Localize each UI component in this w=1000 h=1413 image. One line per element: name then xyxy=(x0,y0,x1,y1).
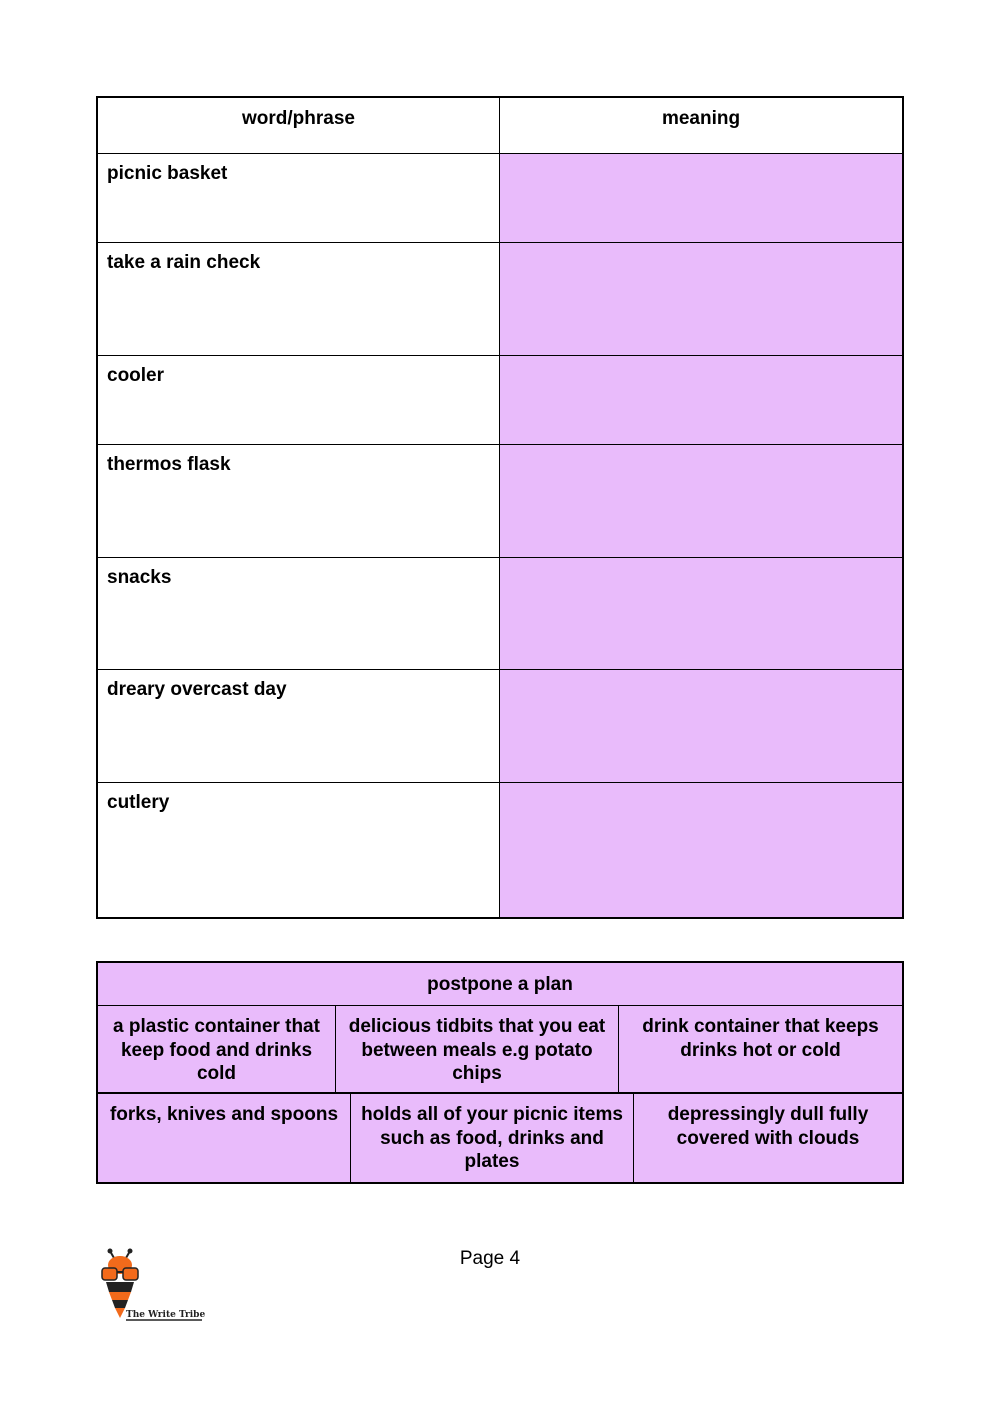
word-cell: picnic basket xyxy=(98,154,500,243)
meaning-drop-zone[interactable] xyxy=(500,356,902,445)
vocabulary-table xyxy=(96,96,904,919)
meaning-drop-zone[interactable] xyxy=(500,243,902,356)
word-cell: cutlery xyxy=(98,783,500,917)
answer-bank xyxy=(96,961,904,1184)
answer-option[interactable]: a plastic container that keep food and drinks cold xyxy=(98,1006,336,1092)
answer-option[interactable]: drink container that keeps drinks hot or cold xyxy=(642,1016,879,1061)
word-cell: dreary overcast day xyxy=(98,670,500,783)
answer-option[interactable]: holds all of your picnic items such as food, drinks and plates xyxy=(351,1094,634,1182)
word-cell: take a rain check xyxy=(98,243,500,356)
header-meaning: meaning xyxy=(500,98,902,154)
answer-option[interactable]: forks, knives and spoons xyxy=(98,1094,351,1182)
meaning-drop-zone[interactable] xyxy=(500,783,902,917)
bee-icon xyxy=(96,1248,208,1326)
answer-row xyxy=(98,1006,902,1094)
answer-option[interactable]: postpone a plan xyxy=(98,963,902,1006)
word-cell: snacks xyxy=(98,558,500,670)
meaning-drop-zone[interactable] xyxy=(500,445,902,558)
logo-wordmark: The Write Tribe xyxy=(126,1310,206,1320)
word-cell: cooler xyxy=(98,356,500,445)
meaning-drop-zone[interactable] xyxy=(500,558,902,670)
header-word-phrase: word/phrase xyxy=(98,98,500,154)
word-cell: thermos flask xyxy=(98,445,500,558)
meaning-drop-zone[interactable] xyxy=(500,670,902,783)
answer-option[interactable]: delicious tidbits that you eat between meals e.g potato chips xyxy=(336,1006,619,1092)
write-tribe-logo xyxy=(96,1248,208,1326)
answer-row xyxy=(98,1094,902,1182)
meaning-drop-zone[interactable] xyxy=(500,154,902,243)
page-number: Page 4 xyxy=(459,1248,521,1269)
answer-option[interactable]: depressingly dull fully covered with clouds xyxy=(667,1104,869,1149)
